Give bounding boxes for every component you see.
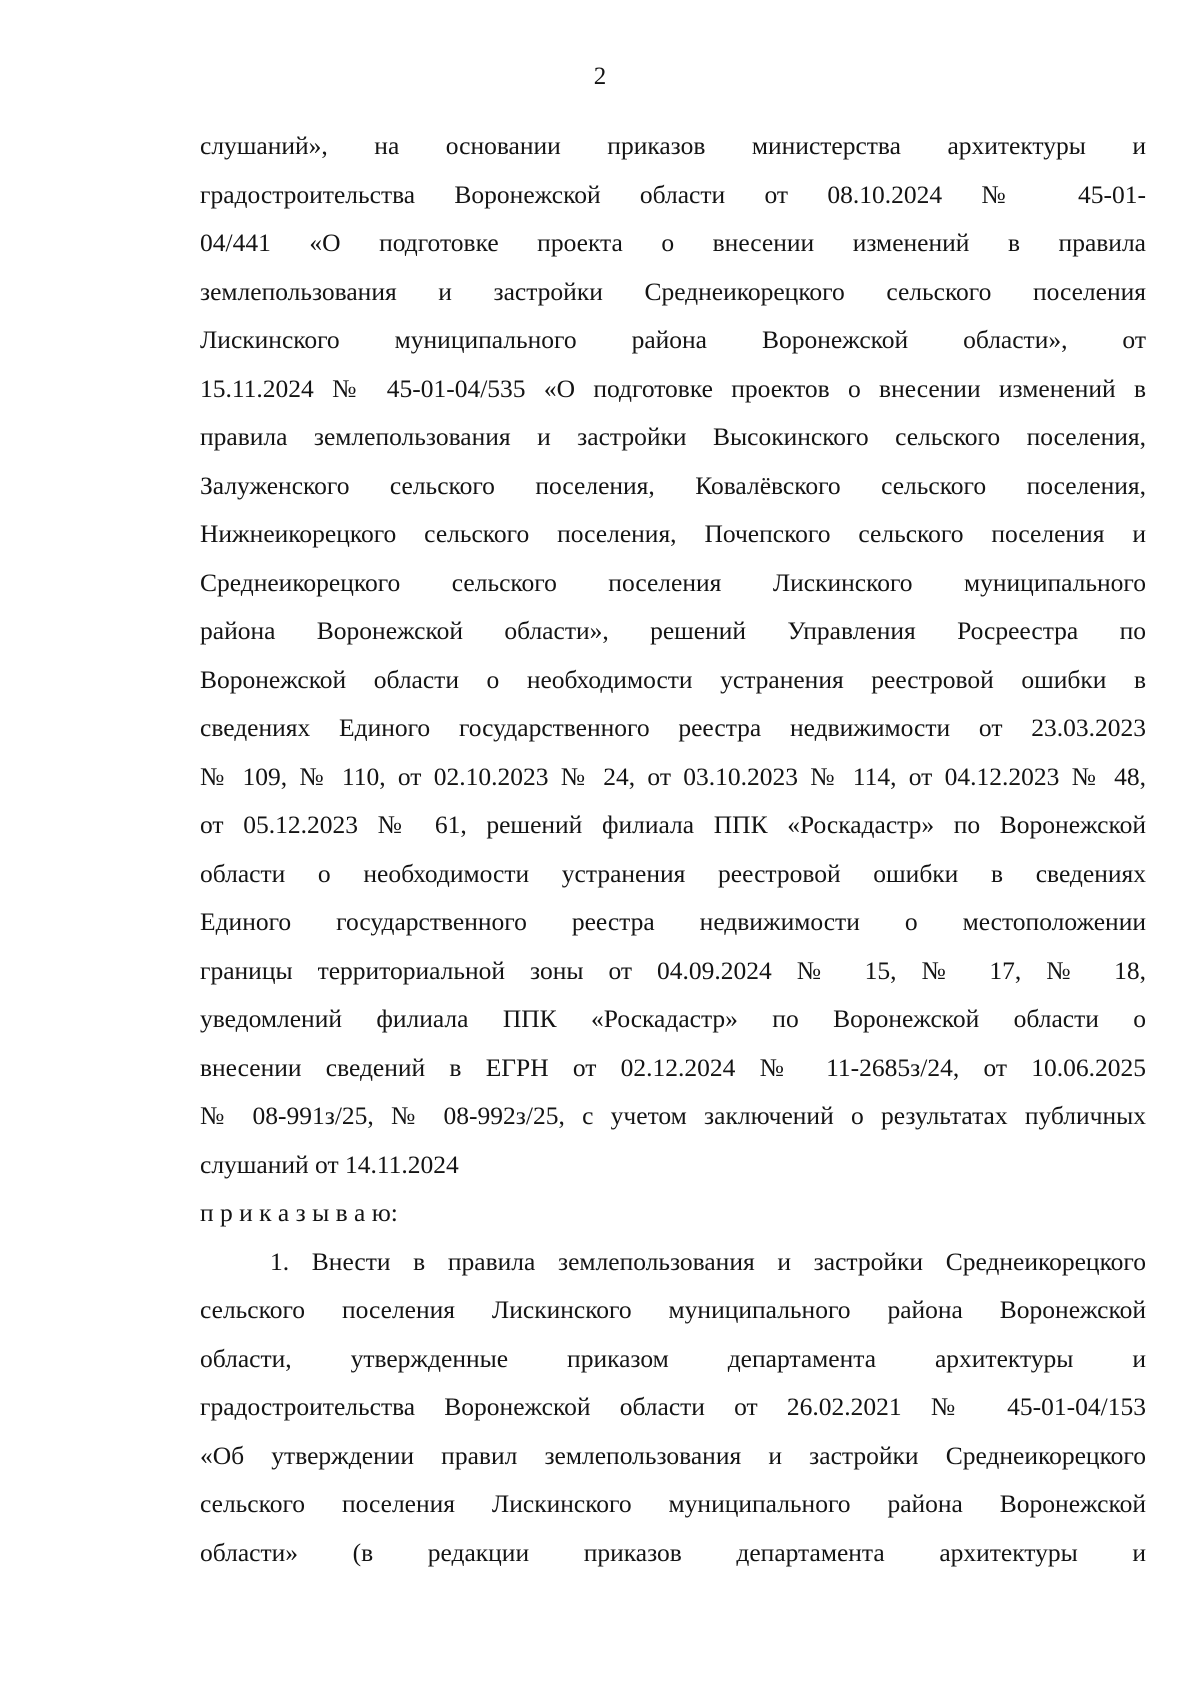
text-line: Воронежской области о необходимости устранения реестровой ошибки в	[200, 664, 1146, 694]
text-line: сведениях Единого государственного реестра недвижимости от 23.03.2023	[200, 713, 1146, 742]
text-line: № 08-991з/25, № 08-992з/25, с учетом заключений о результатах публичных	[200, 1101, 1146, 1130]
order-keyword: п р и к а з ы в а ю:	[200, 1198, 398, 1227]
document-body	[200, 122, 1146, 1577]
text-line: 15.11.2024 № 45-01-04/535 «О подготовке проектов о внесении изменений в	[200, 373, 1146, 403]
text-line: внесении сведений в ЕГРН от 02.12.2024 № 11-2685з/24, от 10.06.2025	[200, 1052, 1146, 1082]
text-line: сельского поселения Лискинского муниципального района Воронежской	[200, 1295, 1146, 1324]
text-line: 04/441 «О подготовке проекта о внесении изменений в правила	[200, 228, 1146, 257]
text-line: «Об утверждении правил землепользования и застройки Среднеикорецкого	[200, 1440, 1146, 1470]
text-line: района Воронежской области», решений Управления Росреестра по	[200, 616, 1146, 645]
text-line: Единого государственного реестра недвижимости о местоположении	[200, 907, 1146, 936]
text-line: от 05.12.2023 № 61, решений филиала ППК «Роскадастр» по Воронежской	[200, 810, 1146, 839]
text-line: Лискинского муниципального района Воронежской области», от	[200, 325, 1146, 354]
page-number: 2	[593, 63, 607, 90]
text-line: землепользования и застройки Среднеикорецкого сельского поселения	[200, 276, 1146, 306]
text-line: уведомлений филиала ППК «Роскадастр» по Воронежской области о	[200, 1004, 1146, 1033]
text-line: области, утвержденные приказом департамента архитектуры и	[200, 1343, 1146, 1373]
text-line-paragraph-end: слушаний от 14.11.2024	[200, 1149, 459, 1179]
text-line: сельского поселения Лискинского муниципального района Воронежской	[200, 1489, 1146, 1518]
text-line: Среднеикорецкого сельского поселения Лискинского муниципального	[200, 567, 1146, 597]
text-line: правила землепользования и застройки Высокинского сельского поселения,	[200, 422, 1146, 451]
text-line: № 109, № 110, от 02.10.2023 № 24, от 03.10.2023 № 114, от 04.12.2023 № 48,	[200, 761, 1146, 791]
text-line: Залуженского сельского поселения, Ковалёвского сельского поселения,	[200, 470, 1146, 500]
text-line: градостроительства Воронежской области от 08.10.2024 № 45-01-	[200, 179, 1146, 209]
text-line: Нижнеикорецкого сельского поселения, Почепского сельского поселения и	[200, 519, 1146, 548]
text-line: области» (в редакции приказов департамента архитектуры и	[200, 1537, 1146, 1567]
text-line: слушаний», на основании приказов министерства архитектуры и	[200, 131, 1146, 160]
text-line: градостроительства Воронежской области от 26.02.2021 № 45-01-04/153	[200, 1392, 1146, 1421]
text-line: области о необходимости устранения реестровой ошибки в сведениях	[200, 858, 1146, 888]
clause-1-first-line: 1. Внести в правила землепользования и застройки Среднеикорецкого	[270, 1246, 1146, 1276]
text-line: границы территориальной зоны от 04.09.2024 № 15, № 17, № 18,	[200, 955, 1146, 985]
